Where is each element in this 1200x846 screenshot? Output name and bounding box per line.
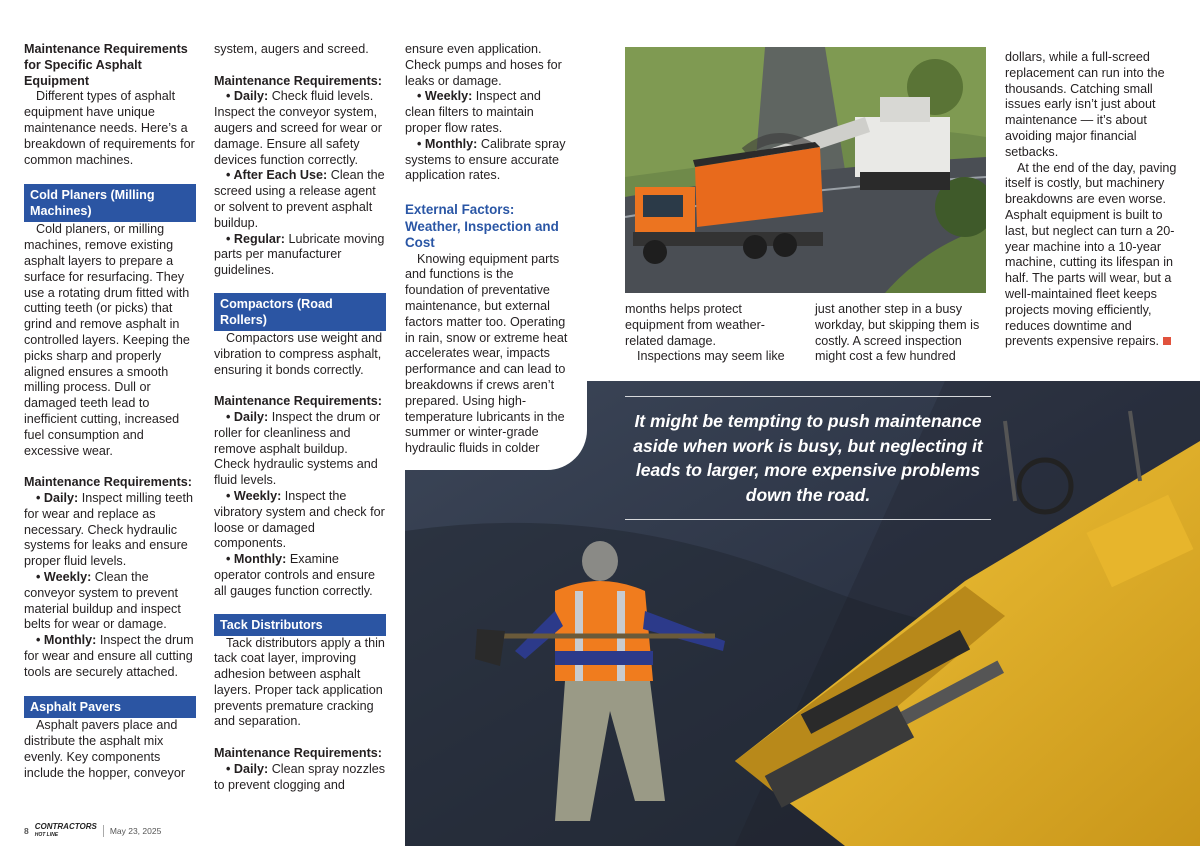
monthly-label: • Monthly:	[226, 552, 287, 567]
cold-planers-bar: Cold Planers (Milling Machines)	[24, 184, 196, 222]
pavers-paragraph: Asphalt pavers place and distribute the asphalt mix evenly. Key components include the hopper, conveyor	[24, 718, 186, 780]
pull-quote: It might be tempting to push maintenance aside when work is busy, but neglecting it leads to larger, more expensive problems down the road.	[625, 396, 991, 520]
daily-label: • Daily:	[226, 761, 269, 776]
after-use-label: • After Each Use:	[226, 168, 328, 183]
daily-item	[24, 491, 196, 570]
intro-paragraph: Different types of asphalt equipment have unique maintenance needs. Here’s a breakdown of requirements for common machines.	[24, 89, 195, 167]
compactors-paragraph: Compactors use weight and vibration to compress asphalt, ensuring it bonds correctly.	[214, 330, 383, 377]
requirements-heading: Maintenance Requirements:	[214, 394, 382, 409]
cold-planers-paragraph: Cold planers, or milling machines, remove existing asphalt layers to prepare a surface for resurfacing. They use a rotating drum fitted with cutting teeth (or picks) that grind and remove asphalt in controlled layers. Keeping the picks sharp and properly aligned ensures a smooth milling process. Dull or damaged teeth lead to inefficient cutting, increased fuel consumption and excessive wear.	[24, 222, 190, 458]
column-2	[214, 42, 386, 793]
monthly-item	[405, 137, 573, 184]
daily-label: • Daily:	[226, 409, 269, 424]
weekly-item	[24, 570, 196, 633]
column-6-text: dollars, while a full-screed replacement can run into the thousands. Catching small issues early isn’t just about maintenance — it’s about avoiding major financial setbacks.	[1005, 50, 1165, 159]
daily-label: • Daily:	[36, 490, 79, 505]
milling-machine-photo	[625, 47, 986, 293]
logo-line-1: CONTRACTORS	[34, 822, 97, 831]
weekly-text: Clean the conveyor system to prevent material buildup and inspect belts for wear or damage.	[24, 569, 181, 632]
publication-logo	[35, 823, 97, 839]
regular-label: • Regular:	[226, 231, 285, 246]
daily-item	[214, 410, 386, 489]
column-6-text-2	[1005, 161, 1177, 351]
continued-text: ensure even application. Check pumps and hoses for leaks or damage.	[405, 42, 562, 88]
weekly-text: Inspect the vibratory system and check for loose or damaged components.	[214, 488, 385, 551]
weekly-label: • Weekly:	[417, 89, 473, 104]
weekly-item	[214, 489, 386, 552]
weekly-text: Inspect and clean filters to maintain proper flow rates.	[405, 89, 541, 135]
end-mark-icon	[1163, 337, 1171, 345]
monthly-label: • Monthly:	[36, 633, 97, 648]
daily-label: • Daily:	[226, 89, 269, 104]
daily-text: Inspect the drum or roller for cleanliness and remove asphalt buildup. Check hydraulic systems and fluid levels.	[214, 409, 381, 488]
requirements-heading: Maintenance Requirements:	[24, 475, 192, 490]
monthly-item	[24, 633, 196, 680]
column-1	[24, 42, 196, 782]
monthly-item	[214, 552, 386, 599]
logo-line-2: HOT LINE	[34, 832, 59, 838]
regular-item	[214, 232, 386, 279]
column-3	[405, 42, 573, 457]
requirements-heading: Maintenance Requirements:	[214, 73, 382, 88]
after-use-text: Clean the screed using a release agent or solvent to prevent asphalt buildup.	[214, 168, 385, 230]
continued-text: system, augers and screed.	[214, 42, 369, 56]
weekly-label: • Weekly:	[36, 569, 92, 584]
page-number: 8	[24, 826, 29, 836]
monthly-label: • Monthly:	[417, 136, 478, 151]
regular-text: Lubricate moving parts per manufacturer guidelines.	[214, 231, 385, 278]
external-factors-paragraph: Knowing equipment parts and functions is the foundation of preventative maintenance, but external factors matter too. Operating in rain, snow or extreme heat accelerates wear, impacts performance and can lead to breakdowns if crews aren’t prepared. Using high-temperature lubricants in the summer or winter-grade hydraulic fluids in colder	[405, 251, 568, 456]
section-heading: Maintenance Requirements for Specific Asphalt Equipment	[24, 42, 188, 88]
tack-paragraph: Tack distributors apply a thin tack coat layer, improving adhesion between asphalt layers. Proper tack application prevents premature cracking and separation.	[214, 635, 385, 729]
daily-item	[214, 89, 386, 168]
footer-divider	[103, 825, 104, 837]
column-6	[1005, 50, 1177, 350]
daily-text: Clean spray nozzles to prevent clogging and	[214, 761, 386, 792]
weekly-item	[405, 89, 573, 136]
column-4-text-2: Inspections may seem like	[637, 349, 785, 364]
compactors-bar: Compactors (Road Rollers)	[214, 293, 386, 331]
page-footer	[24, 823, 161, 839]
column-4	[625, 302, 793, 365]
column-5-text: just another step in a busy workday, but skipping them is costly. A screed inspection might cost a few hundred	[815, 302, 980, 364]
daily-text: Inspect milling teeth for wear and replace as necessary. Check hydraulic systems for leaks and ensure proper fluid levels.	[24, 490, 194, 569]
requirements-heading: Maintenance Requirements:	[214, 746, 382, 761]
daily-item	[214, 762, 386, 794]
monthly-text: Examine operator controls and ensure all gauges function correctly.	[214, 552, 376, 598]
column-4-text: months helps protect equipment from weather-related damage.	[625, 302, 765, 348]
column-5	[815, 302, 987, 365]
closing-text: At the end of the day, paving itself is costly, but machinery breakdowns are even worse. Asphalt equipment is built to last, but neglect can turn a 20-year machine into a 10-year machine, cutting its lifespan in half. The parts will wear, but a well-maintained fleet keeps projects moving efficiently, reduces downtime and prevents expensive repairs.	[1005, 160, 1177, 349]
issue-date: May 23, 2025	[109, 826, 162, 836]
external-factors-heading: External Factors: Weather, Inspection and Cost	[405, 202, 559, 251]
asphalt-pavers-bar: Asphalt Pavers	[24, 696, 196, 718]
monthly-text: Calibrate spray systems to ensure accurate application rates.	[405, 136, 566, 183]
milling-scene-graphic	[625, 47, 986, 293]
tack-distributors-bar: Tack Distributors	[214, 614, 386, 636]
monthly-text: Inspect the drum for wear and ensure all cutting tools are securely attached.	[24, 633, 194, 679]
daily-text: Check fluid levels. Inspect the conveyor system, augers and screed for wear or damage. Ensure all safety devices function correctly.	[214, 89, 383, 167]
weekly-label: • Weekly:	[226, 488, 282, 503]
after-use-item	[214, 168, 386, 231]
